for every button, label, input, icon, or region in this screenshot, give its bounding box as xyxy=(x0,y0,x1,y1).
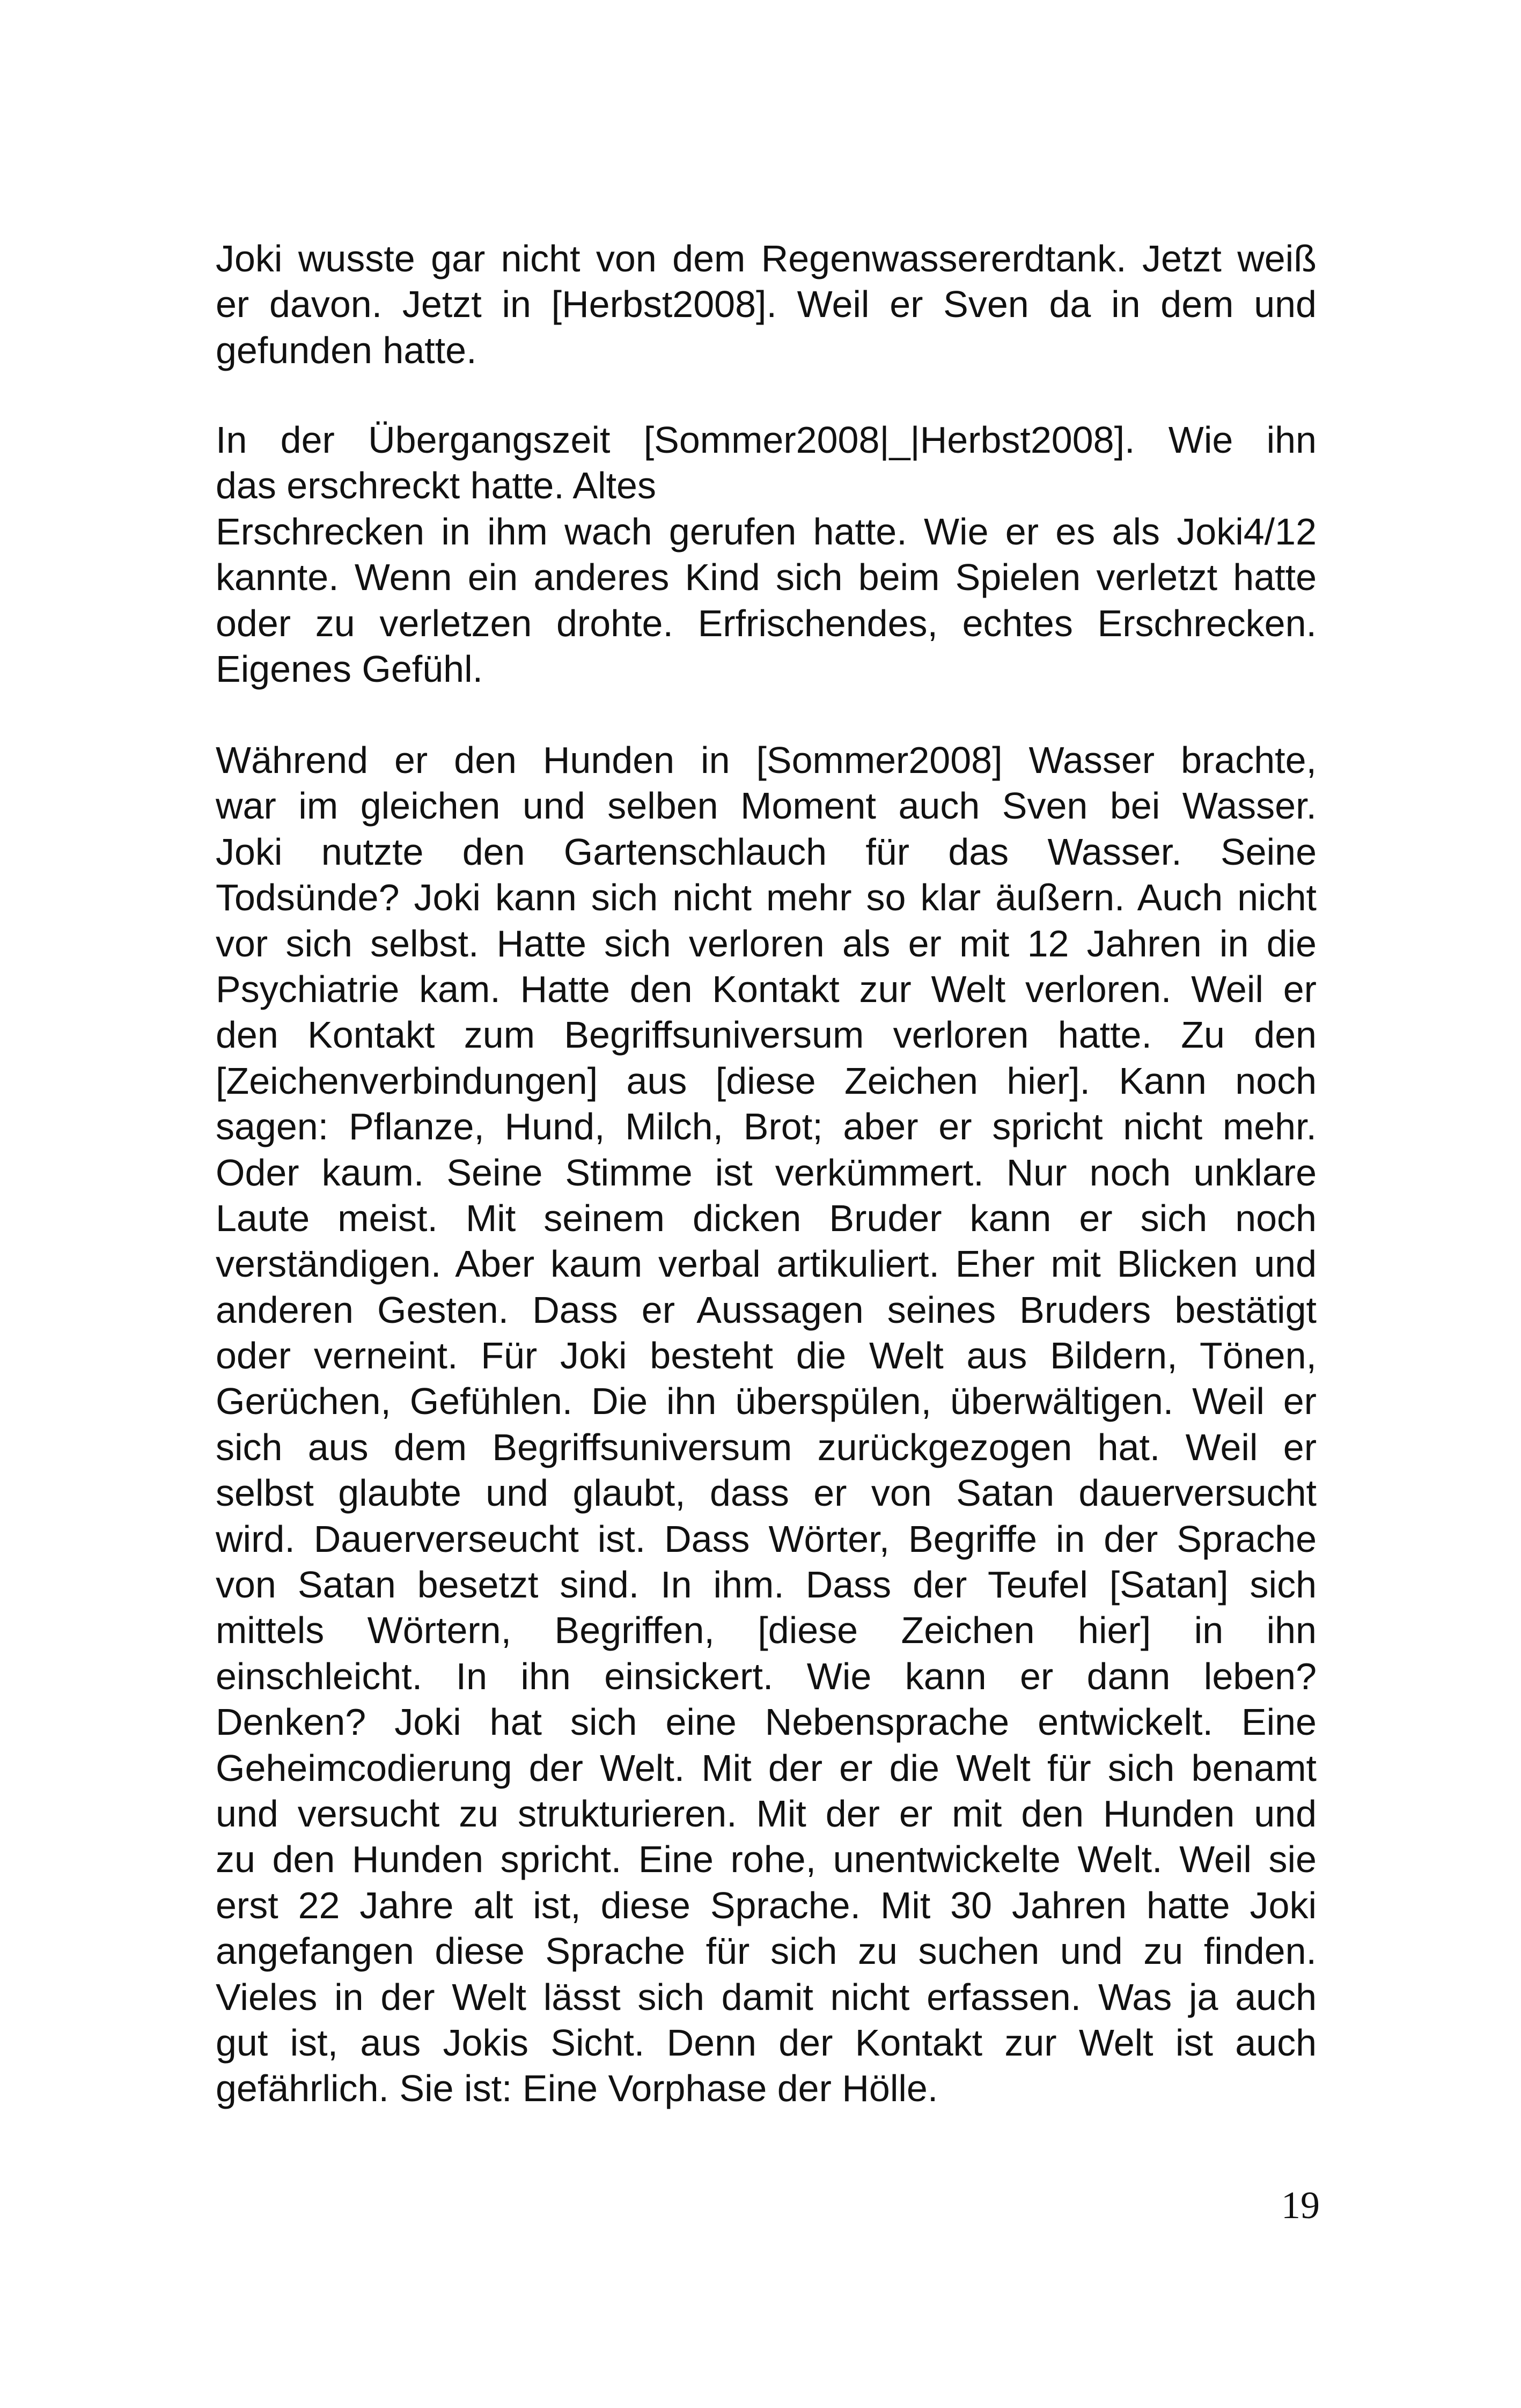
text-line: In der Übergangszeit [Sommer2008|_|Herbst2008]. Wie ihn xyxy=(216,419,1317,461)
text-line: gefunden hatte. xyxy=(216,329,477,371)
text-line: Laute meist. Mit seinem dicken Bruder kann er sich noch xyxy=(216,1197,1317,1239)
text-line: mittels Wörtern, Begriffen, [diese Zeichen hier] in ihn xyxy=(216,1609,1317,1652)
text-line: Gerüchen, Gefühlen. Die ihn überspülen, überwältigen. Weil er xyxy=(216,1380,1317,1423)
text-line: Psychiatrie kam. Hatte den Kontakt zur Welt verloren. Weil er xyxy=(216,968,1317,1010)
text-line: das erschreckt hatte. Altes xyxy=(216,465,656,507)
text-line: von Satan besetzt sind. In ihm. Dass der Teufel [Satan] sich xyxy=(216,1564,1317,1606)
paragraph-2 xyxy=(216,417,1317,692)
text-line: oder verneint. Für Joki besteht die Welt aus Bildern, Tönen, xyxy=(216,1335,1317,1377)
text-line: war im gleichen und selben Moment auch Sven bei Wasser. xyxy=(216,785,1317,827)
text-line: Eigenes Gefühl. xyxy=(216,647,483,690)
paragraph-3 xyxy=(216,738,1317,2112)
text-line: selbst glaubte und glaubt, dass er von Satan dauerversucht xyxy=(216,1472,1317,1514)
text-line: Vieles in der Welt lässt sich damit nicht erfassen. Was ja auch xyxy=(216,1976,1317,2018)
text-line: Erschrecken in ihm wach gerufen hatte. Wie er es als Joki4/12 xyxy=(216,510,1317,553)
text-line: sich aus dem Begriffsuniversum zurückgezogen hat. Weil er xyxy=(216,1426,1317,1468)
text-line: sagen: Pflanze, Hund, Milch, Brot; aber er spricht nicht mehr. xyxy=(216,1106,1317,1148)
text-line: Geheimcodierung der Welt. Mit der er die Welt für sich benamt xyxy=(216,1747,1317,1789)
text-line: Joki nutzte den Gartenschlauch für das Wasser. Seine xyxy=(216,830,1317,873)
text-line: wird. Dauerverseucht ist. Dass Wörter, Begriffe in der Sprache xyxy=(216,1518,1317,1560)
text-line: Während er den Hunden in [Sommer2008] Wasser brachte, xyxy=(216,739,1317,781)
text-line: Todsünde? Joki kann sich nicht mehr so klar äußern. Auch nicht xyxy=(216,877,1317,919)
text-line: gut ist, aus Jokis Sicht. Denn der Kontakt zur Welt ist auch xyxy=(216,2021,1317,2064)
paragraph-1 xyxy=(216,236,1317,373)
page-number: 19 xyxy=(1281,2184,1320,2227)
text-line: und versucht zu strukturieren. Mit der er mit den Hunden und xyxy=(216,1792,1317,1835)
text-line: anderen Gesten. Dass er Aussagen seines Bruders bestätigt xyxy=(216,1288,1317,1331)
text-line: gefährlich. Sie ist: Eine Vorphase der Hölle. xyxy=(216,2067,938,2110)
text-line: angefangen diese Sprache für sich zu suchen und zu finden. xyxy=(216,1930,1317,1972)
text-line: er davon. Jetzt in [Herbst2008]. Weil er Sven da in dem und xyxy=(216,283,1317,326)
text-line: verständigen. Aber kaum verbal artikuliert. Eher mit Blicken und xyxy=(216,1243,1317,1285)
text-line: den Kontakt zum Begriffsuniversum verloren hatte. Zu den xyxy=(216,1014,1317,1056)
text-line: erst 22 Jahre alt ist, diese Sprache. Mit 30 Jahren hatte Joki xyxy=(216,1884,1317,1926)
text-line: zu den Hunden spricht. Eine rohe, unentwickelte Welt. Weil sie xyxy=(216,1838,1317,1881)
text-line: Oder kaum. Seine Stimme ist verkümmert. Nur noch unklare xyxy=(216,1151,1317,1194)
text-line: Denken? Joki hat sich eine Nebensprache entwickelt. Eine xyxy=(216,1701,1317,1743)
text-line: vor sich selbst. Hatte sich verloren als er mit 12 Jahren in die xyxy=(216,922,1317,964)
text-line: einschleicht. In ihn einsickert. Wie kann er dann leben? xyxy=(216,1655,1317,1697)
text-line: kannte. Wenn ein anderes Kind sich beim Spielen verletzt hatte xyxy=(216,556,1317,599)
text-line: Joki wusste gar nicht von dem Regenwassererdtank. Jetzt weiß xyxy=(216,238,1317,279)
text-line: oder zu verletzen drohte. Erfrischendes, echtes Erschrecken. xyxy=(216,602,1317,644)
text-line: [Zeichenverbindungen] aus [diese Zeichen hier]. Kann noch xyxy=(216,1059,1317,1102)
